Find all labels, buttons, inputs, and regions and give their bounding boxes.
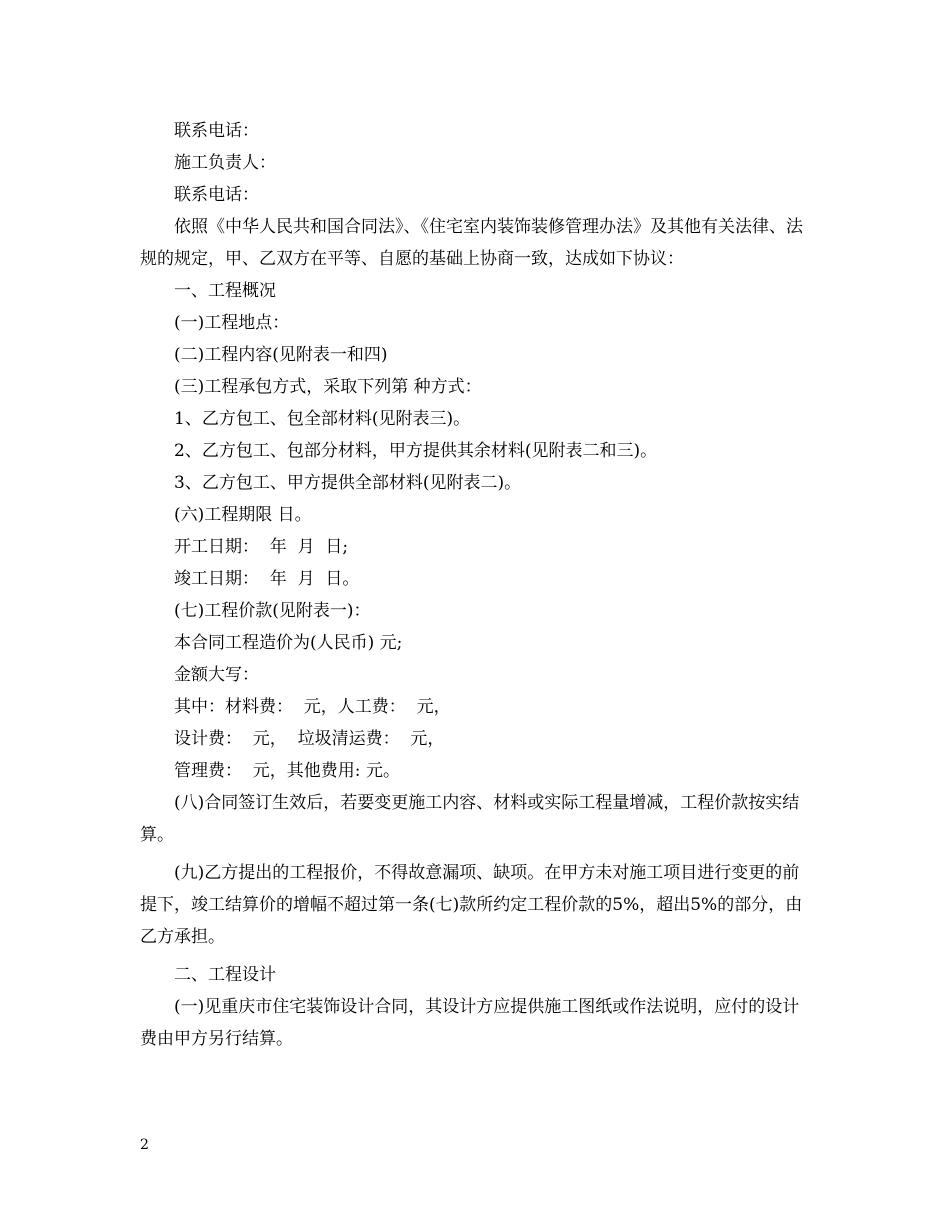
start-date-line: 开工日期： 年 月 日; bbox=[174, 537, 349, 557]
completion-date-line: 竣工日期： 年 月 日。 bbox=[174, 569, 360, 589]
contact-phone-line: 联系电话： bbox=[174, 121, 259, 141]
clause-contracting-method: (三)工程承包方式，采取下列第 种方式： bbox=[174, 377, 482, 397]
clause-project-duration: (六)工程期限 日。 bbox=[174, 505, 312, 525]
page-number: 2 bbox=[140, 1137, 149, 1153]
clause-design-contract: (一)见重庆市住宅装饰设计合同，其设计方应提供施工图纸或作法说明，应付的设计费由甲方另行结算。 bbox=[140, 997, 800, 1049]
legal-basis-paragraph: 依照《中华人民共和国合同法》、《住宅室内装饰装修管理办法》及其他有关法律、法规的规定，甲、乙双方在平等、自愿的基础上协商一致，达成如下协议： bbox=[140, 217, 803, 269]
clause-project-location: (一)工程地点： bbox=[174, 313, 290, 333]
contracting-option-3: 3、乙方包工、甲方提供全部材料(见附表二)。 bbox=[174, 473, 522, 493]
contracting-option-2: 2、乙方包工、包部分材料，甲方提供其余材料(见附表二和三)。 bbox=[174, 441, 658, 461]
clause-quotation-limit: (九)乙方提出的工程报价，不得故意漏项、缺项。在甲方未对施工项目进行变更的前提下，竣工结算价的增幅不超过第一条(七)款所约定工程价款的5%，超出5%的部分，由乙方承担。 bbox=[140, 863, 803, 947]
management-other-fee-line: 管理费： 元，其他费用: 元。 bbox=[174, 761, 400, 781]
contracting-option-1: 1、乙方包工、包全部材料(见附表三)。 bbox=[174, 409, 471, 429]
construction-manager-line: 施工负责人： bbox=[174, 153, 276, 173]
document-body bbox=[140, 115, 812, 1055]
clause-change-settlement: (八)合同签订生效后，若要变更施工内容、材料或实际工程量增减，工程价款按实结算。 bbox=[140, 793, 800, 845]
amount-in-words-line: 金额大写： bbox=[174, 665, 259, 685]
clause-project-content: (二)工程内容(见附表一和四) bbox=[174, 345, 388, 365]
section-heading-project-overview: 一、工程概况 bbox=[174, 281, 276, 301]
contact-phone-line-2: 联系电话： bbox=[174, 185, 259, 205]
clause-project-price: (七)工程价款(见附表一)： bbox=[174, 601, 371, 621]
material-labor-fee-line: 其中：材料费： 元，人工费： 元， bbox=[174, 697, 451, 717]
contract-cost-line: 本合同工程造价为(人民币) 元; bbox=[174, 633, 403, 653]
design-waste-fee-line: 设计费： 元， 垃圾清运费： 元， bbox=[174, 729, 445, 749]
section-heading-project-design: 二、工程设计 bbox=[174, 965, 276, 985]
